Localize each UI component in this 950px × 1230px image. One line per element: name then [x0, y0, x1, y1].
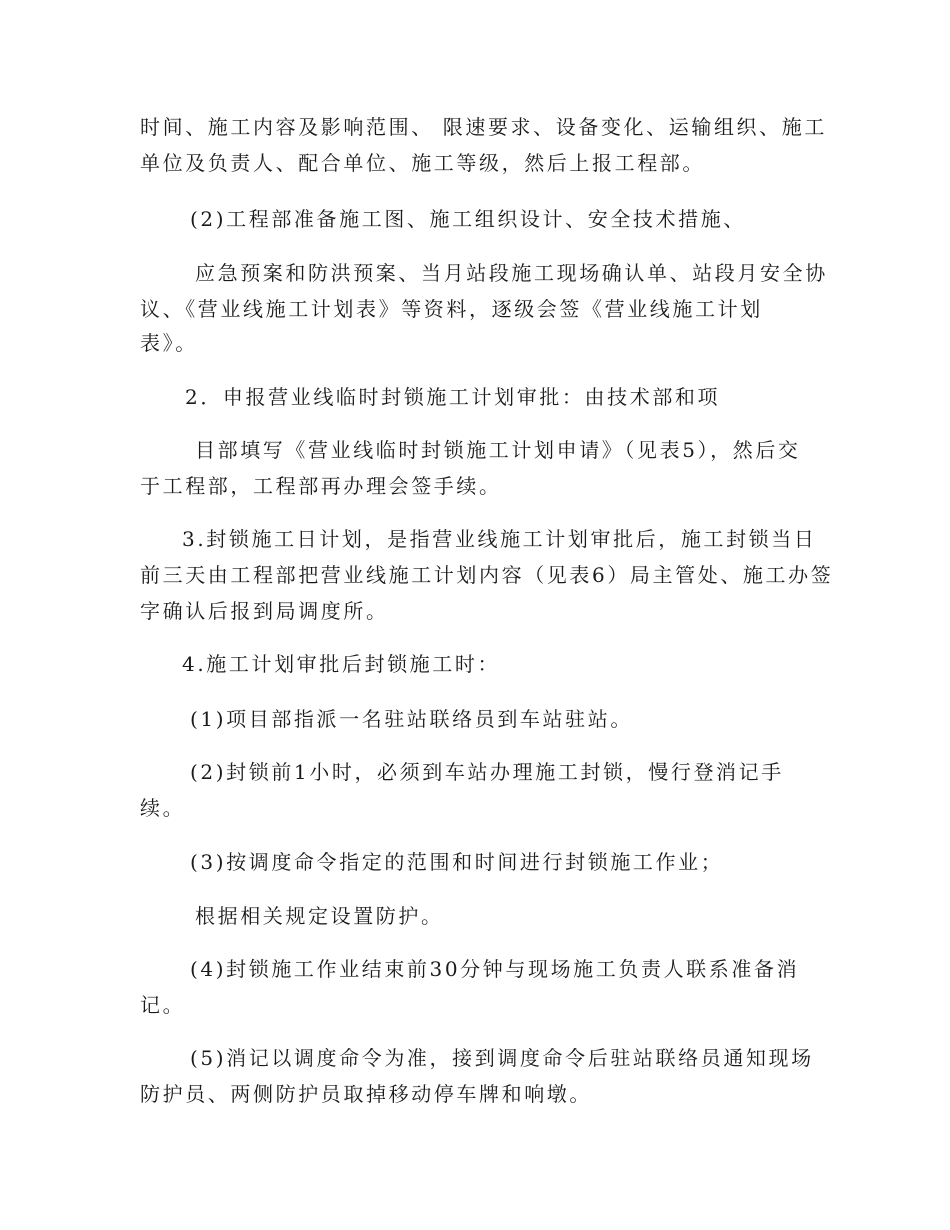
paragraph-line: (2)封锁前1小时，必须到车站办理施工封锁，慢行登消记手 — [190, 760, 784, 784]
paragraph-line: 4.施工计划审批后封锁施工时： — [182, 652, 501, 676]
paragraph-line: (2)工程部准备施工图、施工组织设计、安全技术措施、 — [190, 207, 746, 231]
paragraph-line: 时间、施工内容及影响范围、 限速要求、设备变化、运输组织、施工 — [140, 115, 827, 139]
paragraph-line: 应急预案和防洪预案、当月站段施工现场确认单、站段月安全协 — [195, 261, 828, 285]
paragraph-line: 根据相关规定设置防护。 — [195, 904, 444, 928]
paragraph-line: 记。 — [140, 993, 186, 1017]
paragraph-line: 3.封锁施工日计划，是指营业线施工计划审批后，施工封锁当日 — [182, 527, 817, 551]
paragraph-line: (3)按调度命令指定的范围和时间进行封锁施工作业； — [190, 850, 724, 874]
paragraph-line: 2．申报营业线临时封锁施工计划审批：由技术部和项 — [185, 385, 721, 409]
paragraph-line: 表》。 — [140, 331, 198, 355]
paragraph-line: (1)项目部指派一名驻站联络员到车站驻站。 — [190, 707, 633, 731]
paragraph-line: (4)封锁施工作业结束前30分钟与现场施工负责人联系准备消 — [190, 957, 800, 981]
paragraph-line: 续。 — [140, 796, 186, 820]
paragraph-line: 议、《营业线施工计划表》等资料，逐级会签《营业线施工计划 — [140, 297, 763, 321]
paragraph-line: 单位及负责人、配合单位、施工等级，然后上报工程部。 — [140, 151, 705, 175]
paragraph-line: (5)消记以调度命令为准，接到调度命令后驻站联络员通知现场 — [190, 1046, 814, 1070]
paragraph-line: 于工程部，工程部再办理会签手续。 — [140, 474, 502, 498]
paragraph-line: 防护员、两侧防护员取掉移动停车牌和响墩。 — [140, 1082, 592, 1106]
paragraph-line: 目部填写《营业线临时封锁施工计划申请》（见表5），然后交 — [195, 438, 801, 462]
paragraph-line: 字确认后报到局调度所。 — [140, 599, 389, 623]
paragraph-line: 前三天由工程部把营业线施工计划内容（见表6）局主管处、施工办签 — [140, 563, 834, 587]
